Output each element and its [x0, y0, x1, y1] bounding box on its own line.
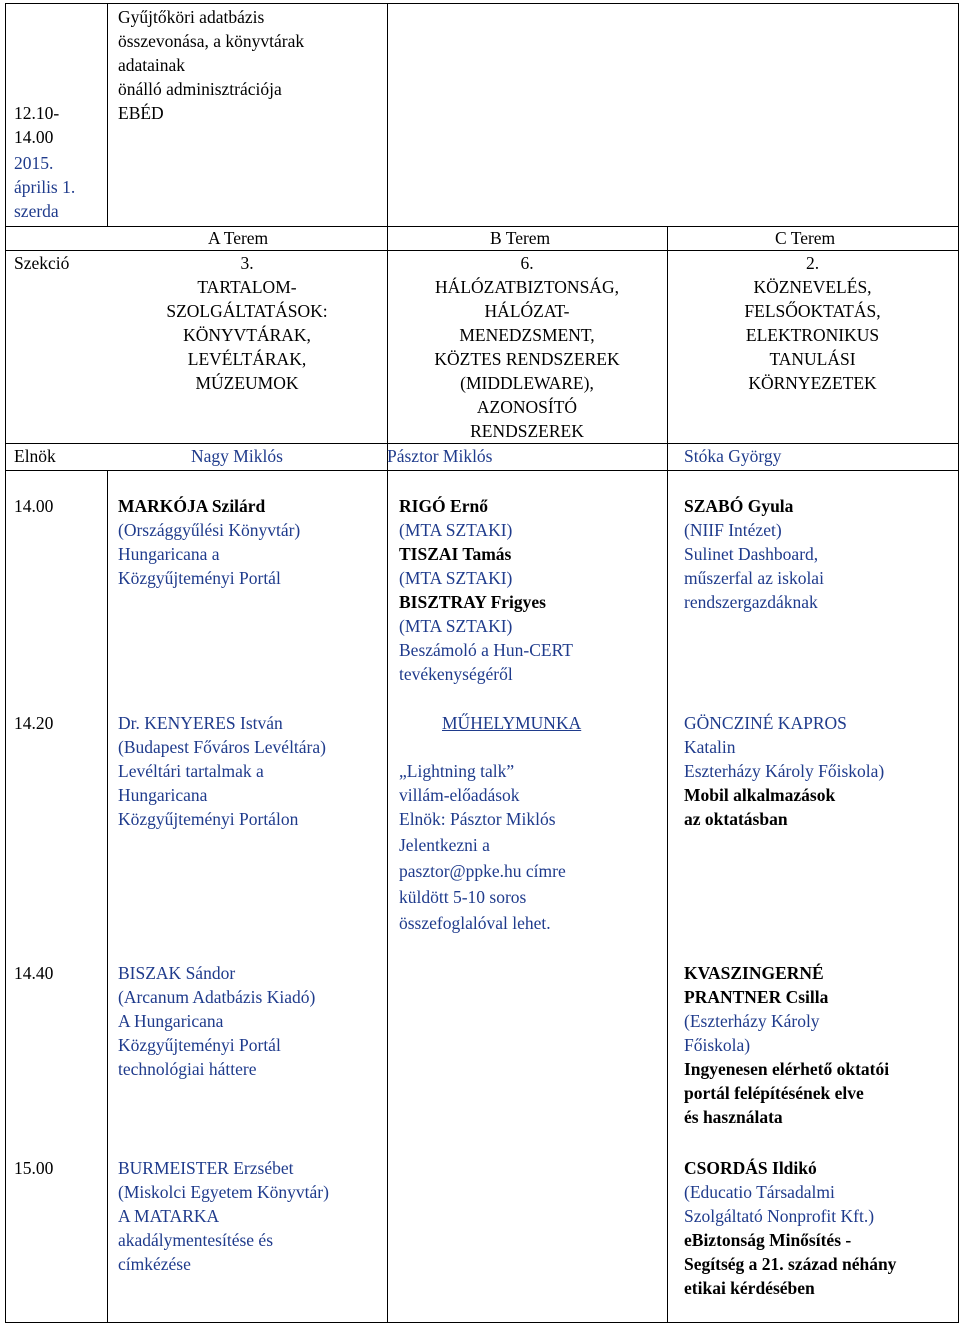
section-b-line: AZONOSÍTÓ	[476, 397, 578, 417]
talk-c-line: műszerfal az iskolai	[684, 568, 824, 588]
section-c-line: TANULÁSI	[769, 349, 856, 369]
talk-c-speaker: Katalin	[684, 737, 736, 757]
section-c-line: KÖRNYEZETEK	[748, 373, 877, 393]
section-c-line: KÖZNEVELÉS,	[753, 277, 872, 297]
section-a-line: 3.	[240, 253, 254, 273]
talk-a-line: Közgyűjteményi Portálon	[118, 809, 299, 829]
slot-time: 14.00	[14, 496, 54, 516]
workshop-email-line[interactable]: pasztor@ppke.hu címre	[399, 861, 566, 881]
talk-c-line: (Educatio Társadalmi	[684, 1182, 835, 1202]
lunch-label: EBÉD	[118, 103, 164, 123]
talk-c-speaker: GÖNCZINÉ KAPROS	[684, 713, 847, 733]
talk-a-line: akadálymentesítése és	[118, 1230, 274, 1250]
talk-c-speaker: SZABÓ Gyula	[684, 496, 794, 516]
workshop-line: Elnök: Pásztor Miklós	[399, 809, 556, 829]
lunch-time: 14.00	[14, 127, 54, 147]
grid-line	[387, 3, 388, 1323]
room-a-label: A Terem	[208, 228, 269, 248]
talk-a-line: A Hungaricana	[118, 1011, 224, 1031]
talk-a-line: Közgyűjteményi Portál	[118, 1035, 281, 1055]
talk-a-speaker: BISZAK Sándor	[118, 963, 236, 983]
talk-a-line: Hungaricana a	[118, 544, 220, 564]
chair-label: Elnök	[14, 446, 56, 466]
talk-b-speaker: RIGÓ Ernő	[399, 496, 488, 516]
talk-a-line: címkézése	[118, 1254, 191, 1274]
talk-c-title: az oktatásban	[684, 809, 788, 829]
section-c-line: FELSŐOKTATÁS,	[744, 301, 881, 321]
talk-a-line: (Arcanum Adatbázis Kiadó)	[118, 987, 316, 1007]
date-line: április 1.	[14, 177, 76, 197]
section-b-line: (MIDDLEWARE),	[460, 373, 594, 393]
talk-c-title: Mobil alkalmazások	[684, 785, 836, 805]
slot-time: 15.00	[14, 1158, 54, 1178]
talk-c-line: rendszergazdáknak	[684, 592, 818, 612]
talk-c-line: Sulinet Dashboard,	[684, 544, 819, 564]
section-a-line: SZOLGÁLTATÁSOK:	[166, 301, 328, 321]
workshop-line: „Lightning talk”	[399, 761, 515, 781]
talk-c-line: Eszterházy Károly Főiskola)	[684, 761, 885, 781]
chair-c: Stóka György	[684, 446, 782, 466]
talk-a-line: Közgyűjteményi Portál	[118, 568, 281, 588]
section-b-line: HÁLÓZAT-	[484, 301, 570, 321]
grid-line	[5, 470, 958, 471]
section-b-line: HÁLÓZATBIZTONSÁG,	[435, 277, 619, 297]
grid-line	[5, 1322, 958, 1323]
section-a-line: TARTALOM-	[197, 277, 297, 297]
talk-c-line: Főiskola)	[684, 1035, 751, 1055]
slot-time: 14.20	[14, 713, 54, 733]
talk-a-speaker: Dr. KENYERES István	[118, 713, 283, 733]
section-a-line: KÖNYVTÁRAK,	[183, 325, 311, 345]
talk-c-line: (Eszterházy Károly	[684, 1011, 820, 1031]
workshop-line: Jelentkezni a	[399, 835, 490, 855]
talk-a-line: Levéltári tartalmak a	[118, 761, 264, 781]
section-b-line: 6.	[520, 253, 534, 273]
talk-c-speaker: CSORDÁS Ildikó	[684, 1158, 817, 1178]
grid-line	[5, 3, 958, 4]
talk-a-line: (Miskolci Egyetem Könyvtár)	[118, 1182, 329, 1202]
talk-c-title: Ingyenesen elérhető oktatói	[684, 1059, 890, 1079]
chair-a: Nagy Miklós	[191, 446, 283, 466]
activity-line: önálló adminisztrációja	[118, 79, 282, 99]
grid-line	[107, 3, 108, 227]
section-c-line: 2.	[805, 253, 820, 273]
talk-a-line: (Országgyűlési Könyvtár)	[118, 520, 301, 540]
talk-b-title: tevékenységéről	[399, 664, 513, 684]
talk-b-line: (MTA SZTAKI)	[399, 520, 513, 540]
room-b-label: B Terem	[490, 228, 551, 248]
date-line: szerda	[14, 201, 59, 221]
talk-b-speaker: BISZTRAY Frigyes	[399, 592, 546, 612]
talk-a-line: (Budapest Főváros Levéltára)	[118, 737, 326, 757]
talk-c-speaker: PRANTNER Csilla	[684, 987, 829, 1007]
talk-c-title: és használata	[684, 1107, 783, 1127]
talk-a-line: technológiai háttere	[118, 1059, 257, 1079]
section-b-line: KÖZTES RENDSZEREK	[434, 349, 620, 369]
grid-line	[107, 470, 108, 1323]
talk-c-line: (NIIF Intézet)	[684, 520, 782, 540]
talk-b-title: Beszámoló a Hun-CERT	[399, 640, 573, 660]
lunch-time: 12.10-	[14, 103, 60, 123]
talk-c-speaker: KVASZINGERNÉ	[684, 963, 824, 983]
date-line: 2015.	[14, 153, 54, 173]
section-a-line: LEVÉLTÁRAK,	[187, 349, 307, 369]
grid-line	[958, 3, 959, 1323]
workshop-line: küldött 5-10 soros	[399, 887, 527, 907]
chair-b: Pásztor Miklós	[387, 446, 493, 466]
grid-line	[5, 3, 6, 1323]
section-b-line: MENEDZSMENT,	[459, 325, 595, 345]
talk-c-title: etikai kérdésében	[684, 1278, 815, 1298]
workshop-line: összefoglalóval lehet.	[399, 913, 551, 933]
activity-line: összevonása, a könyvtárak	[118, 31, 305, 51]
section-a-line: MÚZEUMOK	[195, 373, 299, 393]
talk-b-speaker: TISZAI Tamás	[399, 544, 512, 564]
talk-c-title: eBiztonság Minősítés -	[684, 1230, 852, 1250]
talk-b-line: (MTA SZTAKI)	[399, 616, 513, 636]
activity-line: Gyűjtőköri adatbázis	[118, 7, 265, 27]
talk-a-speaker: MARKÓJA Szilárd	[118, 496, 266, 516]
talk-b-line: (MTA SZTAKI)	[399, 568, 513, 588]
room-c-label: C Terem	[775, 228, 836, 248]
section-label: Szekció	[14, 253, 70, 273]
workshop-line: villám-előadások	[399, 785, 520, 805]
activity-line: adatainak	[118, 55, 186, 75]
workshop-title: MŰHELYMUNKA	[442, 713, 582, 733]
talk-a-speaker: BURMEISTER Erzsébet	[118, 1158, 294, 1178]
section-b-line: RENDSZEREK	[470, 421, 584, 441]
talk-c-title: Segítség a 21. század néhány	[684, 1254, 897, 1274]
slot-time: 14.40	[14, 963, 54, 983]
talk-a-line: A MATARKA	[118, 1206, 220, 1226]
section-c-line: ELEKTRONIKUS	[745, 325, 880, 345]
talk-a-line: Hungaricana	[118, 785, 208, 805]
talk-c-line: Szolgáltató Nonprofit Kft.)	[684, 1206, 875, 1226]
talk-c-title: portál felépítésének elve	[684, 1083, 864, 1103]
